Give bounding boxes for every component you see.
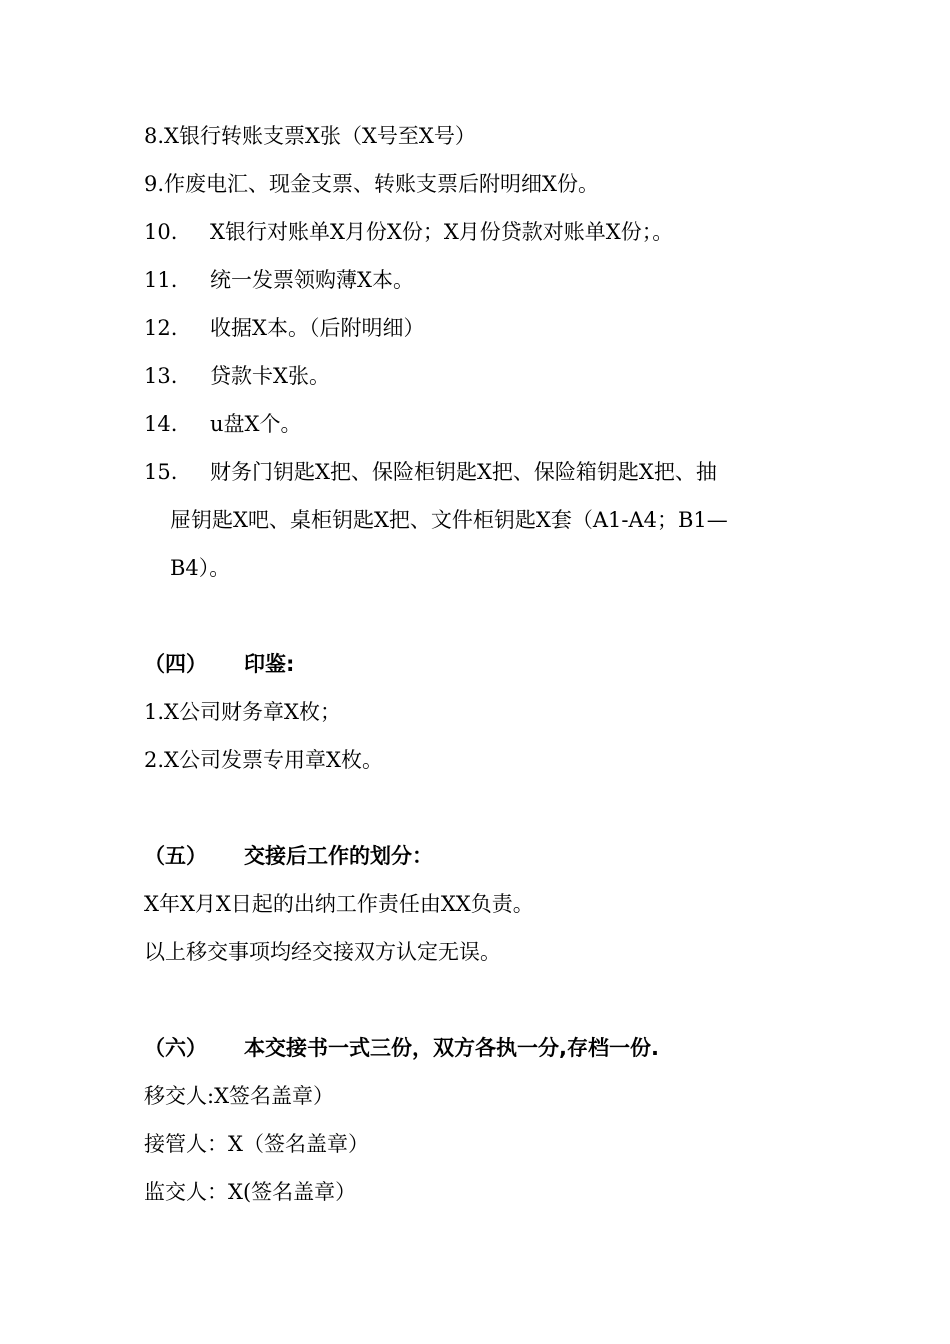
item-text: X公司发票专用章X枚。: [164, 748, 383, 772]
signature-line-transferor: 移交人:X签名盖章）: [144, 1084, 335, 1108]
list-item: [144, 409, 301, 439]
signature-line-receiver: 接管人：X（签名盖章）: [144, 1132, 369, 1156]
section-title: 本交接书一式三份，双方各执一分,存档一份.: [244, 1036, 659, 1060]
section-heading: [144, 841, 433, 871]
list-item: [144, 697, 341, 727]
item-text: 作废电汇、现金支票、转账支票后附明细X份。: [164, 172, 599, 196]
list-item: [144, 169, 599, 199]
list-item: [144, 313, 424, 343]
section-heading: [144, 1033, 659, 1063]
item-text: 统一发票领购薄X本。: [210, 268, 414, 292]
item-text: X银行对账单X月份X份；X月份贷款对账单X份；。: [210, 220, 674, 244]
item-text: u盘X个。: [210, 412, 302, 436]
section-title: 交接后工作的划分：: [244, 844, 433, 868]
item-number: 14.: [144, 412, 178, 436]
item-continuation: 屉钥匙X吧、桌柜钥匙X把、文件柜钥匙X套（A1-A4；B1—: [170, 508, 728, 532]
list-item: [144, 121, 476, 151]
item-text: X银行转账支票X张（X号至X号）: [164, 124, 476, 148]
list-item: [144, 457, 717, 487]
section-title: 印鉴:: [244, 652, 295, 676]
list-item: [144, 361, 330, 391]
paragraph-line: 以上移交事项均经交接双方认定无误。: [144, 940, 501, 964]
section-number: （六）: [144, 1036, 207, 1060]
item-number: 1.: [144, 700, 165, 724]
item-number: 13.: [144, 364, 178, 388]
item-text: X公司财务章X枚；: [164, 700, 341, 724]
section-number: （四）: [144, 652, 207, 676]
list-item: [144, 217, 673, 247]
item-text: 财务门钥匙X把、保险柜钥匙X把、保险箱钥匙X把、抽: [210, 460, 717, 484]
item-text: 贷款卡X张。: [210, 364, 330, 388]
item-number: 2.: [144, 748, 165, 772]
signature-line-supervisor: 监交人：X(签名盖章）: [144, 1180, 357, 1204]
item-number: 11.: [144, 268, 178, 292]
list-item: [144, 745, 383, 775]
list-item: [144, 265, 414, 295]
item-text: 收据X本。（后附明细）: [210, 316, 425, 340]
section-number: （五）: [144, 844, 207, 868]
item-number: 9.: [144, 172, 165, 196]
item-continuation: B4）。: [170, 556, 231, 580]
item-number: 8.: [144, 124, 165, 148]
paragraph-line: X年X月X日起的出纳工作责任由XX负责。: [144, 892, 534, 916]
section-heading: [144, 649, 294, 679]
item-number: 10.: [144, 220, 178, 244]
item-number: 12.: [144, 316, 178, 340]
item-number: 15.: [144, 460, 178, 484]
